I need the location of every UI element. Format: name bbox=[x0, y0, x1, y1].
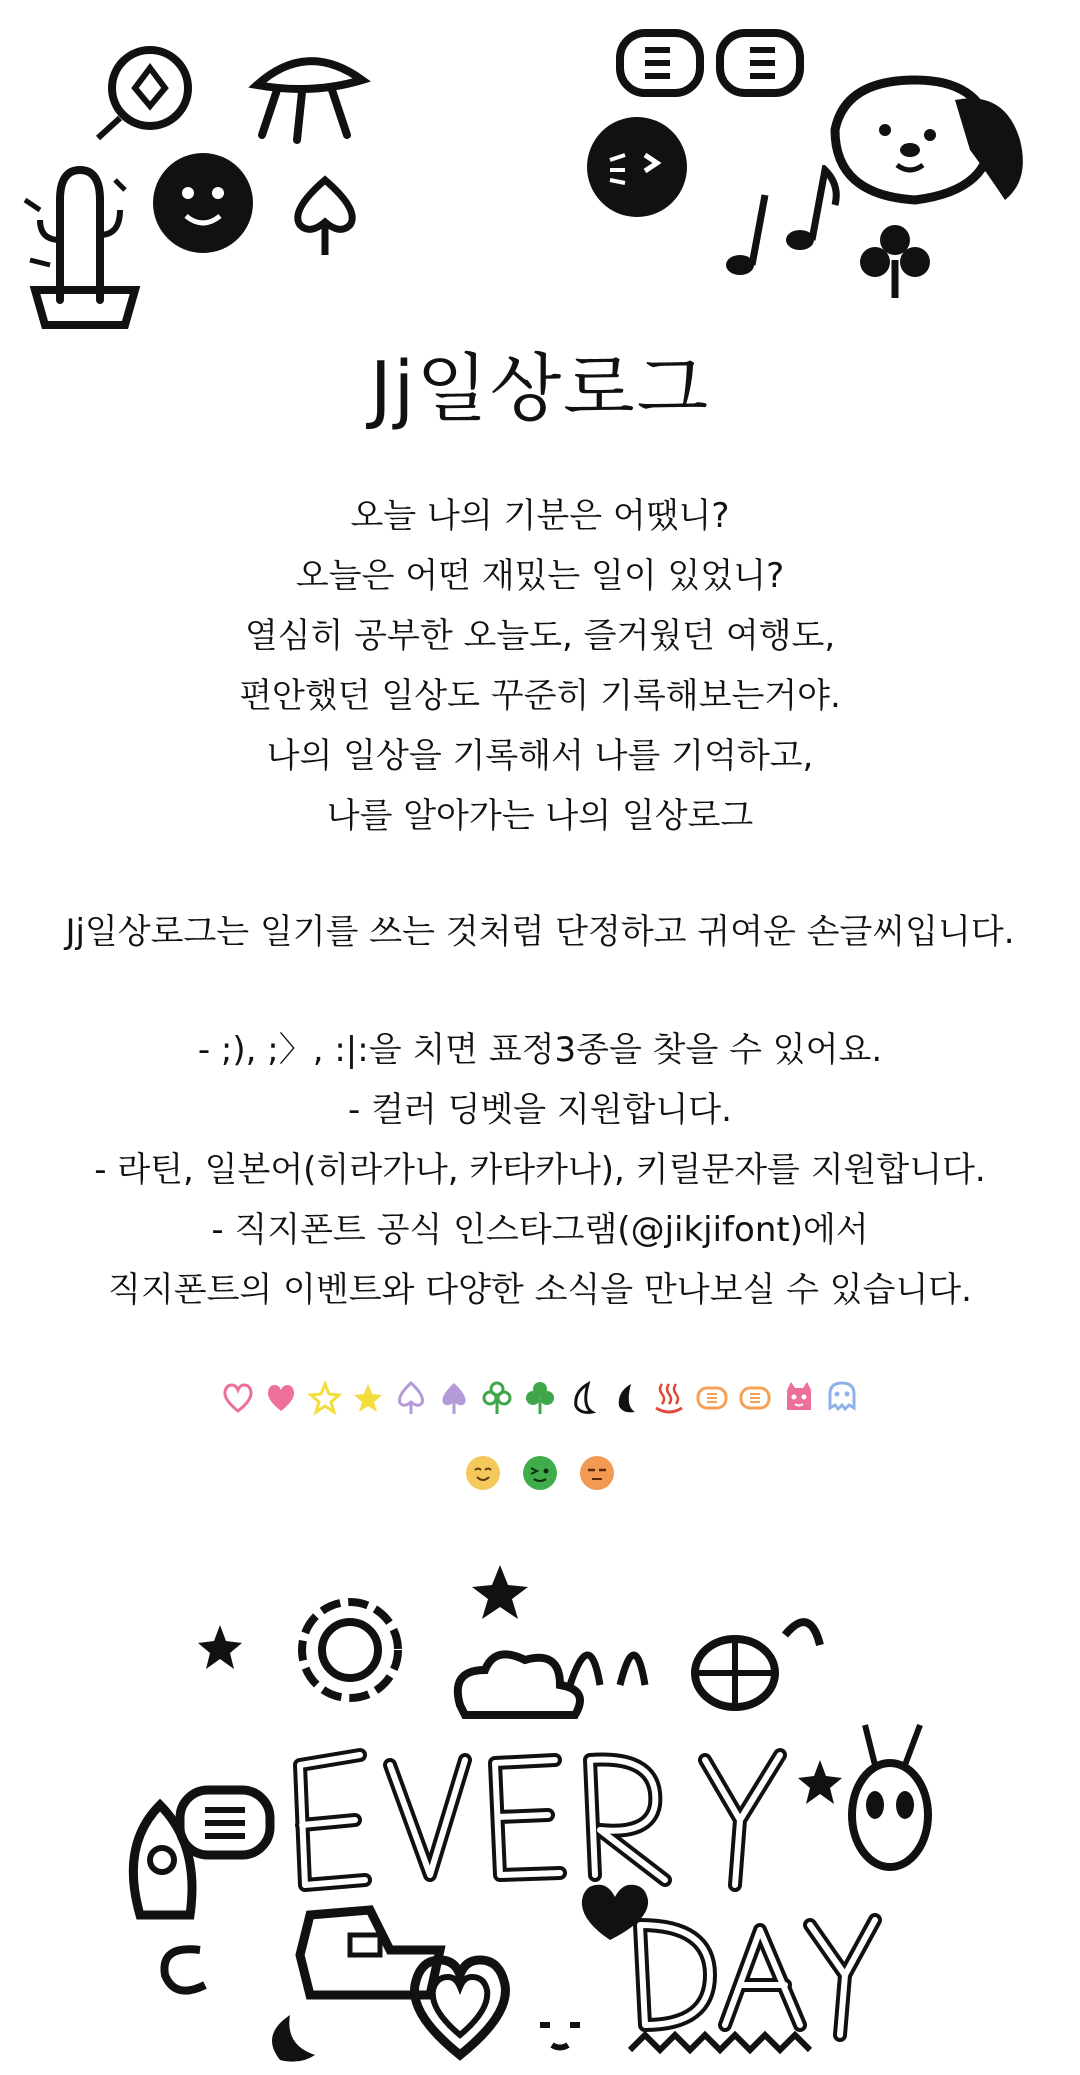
wink-ball-doodle bbox=[585, 115, 690, 220]
clover-outline-icon bbox=[480, 1378, 514, 1418]
dingbat-row bbox=[0, 1378, 1080, 1418]
intro-paragraph bbox=[0, 486, 1080, 846]
intro-line: 나의 일상을 기록해서 나를 기억하고, bbox=[266, 736, 814, 776]
description-line: Jj일상로그는 일기를 쓰는 것처럼 단정하고 귀여운 손글씨입니다. bbox=[65, 912, 1015, 952]
hand-right-icon bbox=[738, 1378, 772, 1418]
intro-line: 오늘은 어떤 재밌는 일이 있었니? bbox=[295, 556, 785, 596]
smile-face-icon bbox=[465, 1455, 501, 1491]
emoji-faces-row bbox=[0, 1455, 1080, 1491]
every-day-illustration bbox=[120, 1555, 960, 2065]
clover-doodle bbox=[855, 220, 935, 300]
wink-face-icon bbox=[522, 1455, 558, 1491]
heart-outline-icon bbox=[221, 1378, 255, 1418]
feature-item: - 라틴, 일본어(히라가나, 카타카나), 키릴문자를 지원합니다. bbox=[94, 1150, 986, 1190]
feature-item: - ;), ;〉, :|:을 치면 표정3종을 찾을 수 있어요. bbox=[197, 1030, 883, 1070]
balloon-flower-doodle bbox=[90, 38, 200, 148]
hands-doodle bbox=[615, 28, 805, 103]
flat-face-icon bbox=[579, 1455, 615, 1491]
star-filled-icon bbox=[351, 1378, 385, 1418]
spade-filled-icon bbox=[437, 1378, 471, 1418]
hot-spring-icon bbox=[652, 1378, 686, 1418]
intro-line: 오늘 나의 기분은 어땠니? bbox=[350, 496, 730, 536]
intro-line: 편안했던 일상도 꾸준히 기록해보는거야. bbox=[239, 676, 841, 716]
feature-item: 직지폰트의 이벤트와 다양한 소식을 만나보실 수 있습니다. bbox=[108, 1270, 972, 1310]
smile-ball-doodle bbox=[148, 148, 258, 258]
star-outline-icon bbox=[308, 1378, 342, 1418]
spade-doodle bbox=[285, 170, 365, 260]
heart-filled-icon bbox=[264, 1378, 298, 1418]
description-text bbox=[0, 902, 1080, 962]
cat-face-icon bbox=[782, 1378, 816, 1418]
hand-left-icon bbox=[695, 1378, 729, 1418]
jellyfish-doodle bbox=[242, 40, 372, 150]
moon-filled-icon bbox=[609, 1378, 643, 1418]
intro-line: 열심히 공부한 오늘도, 즐거웠던 여행도, bbox=[244, 616, 836, 656]
spade-outline-icon bbox=[394, 1378, 428, 1418]
feature-item: - 컬러 딩벳을 지원합니다. bbox=[348, 1090, 732, 1130]
cactus-doodle bbox=[20, 140, 150, 330]
feature-list bbox=[0, 1020, 1080, 1320]
page-title: Jj일상로그 bbox=[369, 346, 711, 432]
feature-item: - 직지폰트 공식 인스타그램(@jikjifont)에서 bbox=[211, 1210, 869, 1250]
music-notes-doodle bbox=[720, 165, 860, 285]
intro-line: 나를 알아가는 나의 일상로그 bbox=[326, 796, 754, 836]
moon-outline-icon bbox=[566, 1378, 600, 1418]
ghost-face-icon bbox=[825, 1378, 859, 1418]
clover-filled-icon bbox=[523, 1378, 557, 1418]
